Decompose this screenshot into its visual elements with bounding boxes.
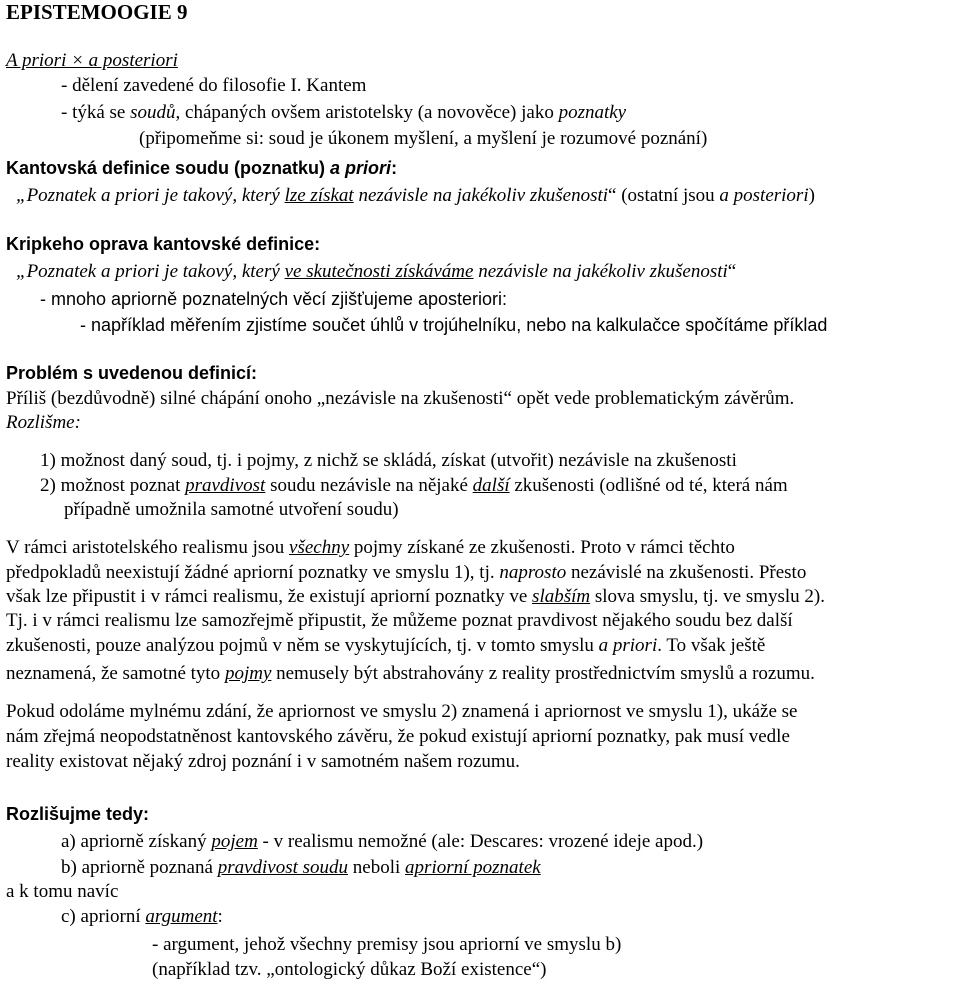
list-item: c) apriorní argument: bbox=[61, 906, 223, 927]
text-line: - mnoho apriorně poznatelných věcí zjišťujeme aposteriori: bbox=[40, 289, 507, 309]
list-item: b) apriorně poznaná pravdivost soudu neboli apriorní poznatek bbox=[61, 857, 541, 878]
section-heading-distinguish: Rozlišujme tedy: bbox=[6, 804, 150, 824]
list-item: a) apriorně získaný pojem - v realismu nemožné (ale: Descares: vrozené ideje apod.) bbox=[61, 831, 704, 852]
paragraph-line: nám zřejmá neopodstatněnost kantovského závěru, že pokud existují apriorní poznatky, pak musí vedle bbox=[6, 726, 790, 747]
paragraph-line: zkušenosti, pouze analýzou pojmů v něm se vyskytujících, tj. v tomto smyslu a priori. To však ještě bbox=[6, 635, 766, 656]
paragraph-line: však lze připustit i v rámci realismu, že existují apriorní poznatky ve slabším slova smyslu, tj. ve smyslu 2). bbox=[6, 586, 825, 607]
paragraph-line: Pokud odoláme mylnému zdání, že apriornost ve smyslu 2) znamená i apriornost ve smyslu 1), ukáže se bbox=[6, 701, 798, 722]
kant-definition-quote: „Poznatek a priori je takový, který lze získat nezávisle na jakékoliv zkušenosti“ (ostatní jsou a posteriori) bbox=[16, 185, 815, 206]
section-heading-problem: Problém s uvedenou definicí: bbox=[6, 363, 258, 383]
text-line: - argument, jehož všechny premisy jsou apriorní ve smyslu b) bbox=[152, 934, 622, 955]
section-heading-kripke: Kripkeho oprava kantovské definice: bbox=[6, 234, 321, 254]
text-line: Rozlišme: bbox=[6, 412, 81, 433]
list-item: 2) možnost poznat pravdivost soudu nezávisle na nějaké další zkušenosti (odlišné od té, která nám bbox=[40, 475, 788, 496]
text-line: - dělení zavedené do filosofie I. Kantem bbox=[61, 75, 367, 96]
paragraph-line: neznamená, že samotné tyto pojmy nemusely být abstrahovány z reality prostřednictvím smyslů a rozumu. bbox=[6, 663, 815, 684]
text-line: - týká se soudů, chápaných ovšem aristotelsky (a novověce) jako poznatky bbox=[61, 102, 627, 123]
text-line: a k tomu navíc bbox=[6, 881, 119, 902]
text-line: (připomeňme si: soud je úkonem myšlení, a myšlení je rozumové poznání) bbox=[139, 128, 708, 149]
page-title: EPISTEMOOGIE 9 bbox=[6, 0, 188, 24]
paragraph-line: Tj. i v rámci realismu lze samozřejmě připustit, že můžeme poznat pravdivost nějakého soudu bez další bbox=[6, 610, 793, 631]
paragraph-line: reality existovat nějaký zdroj poznání i v samotném našem rozumu. bbox=[6, 751, 520, 772]
section-heading-kant: Kantovská definice soudu (poznatku) a priori: bbox=[6, 158, 398, 178]
kripke-definition-quote: „Poznatek a priori je takový, který ve skutečnosti získáváme nezávisle na jakékoliv zkušenosti“ bbox=[16, 261, 737, 282]
text-line: Příliš (bezdůvodně) silné chápání onoho „nezávisle na zkušenosti“ opět vede problematickým závěrům. bbox=[6, 388, 795, 409]
list-item-continuation: případně umožnila samotné utvoření soudu) bbox=[64, 499, 399, 520]
paragraph-line: V rámci aristotelského realismu jsou všechny pojmy získané ze zkušenosti. Proto v rámci těchto bbox=[6, 537, 735, 558]
section-heading-a-priori: A priori × a posteriori bbox=[6, 50, 178, 71]
paragraph-line: předpokladů neexistují žádné apriorní poznatky ve smyslu 1), tj. naprosto nezávislé na zkušenosti. Přesto bbox=[6, 562, 807, 583]
list-item: 1) možnost daný soud, tj. i pojmy, z nichž se skládá, získat (utvořit) nezávisle na zkušenosti bbox=[40, 450, 737, 471]
text-line: (například tzv. „ontologický důkaz Boží existence“) bbox=[152, 959, 547, 980]
text-line: - například měřením zjistíme součet úhlů v trojúhelníku, nebo na kalkulačce spočítáme příklad bbox=[80, 315, 828, 335]
